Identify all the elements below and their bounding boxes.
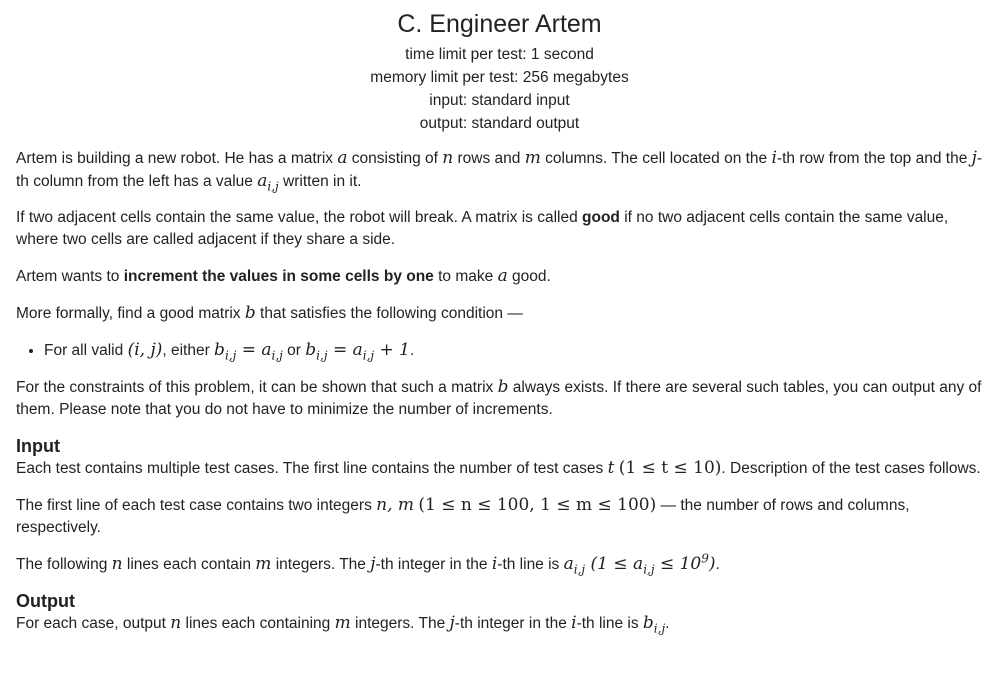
bold-increment: increment the values in some cells by one xyxy=(123,268,434,285)
statement-paragraph-3 xyxy=(16,265,983,288)
math-m: m xyxy=(334,613,351,633)
math-sub: i,j xyxy=(653,621,666,636)
output-section xyxy=(16,590,983,635)
problem-statement xyxy=(16,147,983,635)
math-sup: 9 xyxy=(701,551,709,566)
math-rhs: = a xyxy=(236,340,272,360)
text: , either xyxy=(162,342,215,359)
text: -th row from the top and the xyxy=(776,150,972,167)
text: Artem is building a new robot. He has a matrix xyxy=(16,150,338,167)
problem-title: C. Engineer Artem xyxy=(397,10,602,38)
math-base: b xyxy=(642,613,654,633)
bold-good: good xyxy=(582,209,620,226)
math-constraint: (1 ≤ t ≤ 10) xyxy=(618,458,722,478)
condition-item xyxy=(44,339,983,362)
text: if no two adjacent cells contain the same value, where two cells are called adjacent if they share a side. xyxy=(16,209,949,248)
text: integers. The xyxy=(350,615,450,632)
math-n: n xyxy=(111,554,123,574)
math-eq2 xyxy=(305,340,410,363)
text: good. xyxy=(507,268,551,285)
output-section-title: Output xyxy=(16,591,75,611)
text: written in it. xyxy=(278,173,362,190)
math-base: a xyxy=(257,171,268,191)
statement-paragraph-2 xyxy=(16,207,983,251)
text: Each test contains multiple test cases. The first line contains the number of test cases xyxy=(16,460,608,477)
math-base: b xyxy=(305,340,317,360)
math-constraint: (1 ≤ a xyxy=(585,554,644,574)
memory-limit: memory limit per test: 256 megabytes xyxy=(370,69,629,86)
output-file: output: standard output xyxy=(419,115,580,132)
text: The first line of each test case contains two integers xyxy=(16,497,377,514)
math-eq1 xyxy=(214,340,283,363)
math-sub: i,j xyxy=(267,179,279,194)
math-n: n xyxy=(442,148,454,168)
input-paragraph-2 xyxy=(16,494,983,539)
text: For each case, output xyxy=(16,615,171,632)
text: The following xyxy=(16,556,112,573)
input-section xyxy=(16,435,983,576)
math-i: i xyxy=(771,148,777,168)
math-rhs: = a xyxy=(327,340,363,360)
text: — the number of rows and columns, respectively. xyxy=(16,497,910,536)
text: that satisfies the following condition — xyxy=(255,305,523,322)
text: More formally, find a good matrix xyxy=(16,305,245,322)
input-section-title: Input xyxy=(16,436,60,456)
text: to make xyxy=(433,268,498,285)
text: Artem wants to xyxy=(16,268,124,285)
math-b: b xyxy=(244,303,256,323)
math-ij: (i, j) xyxy=(127,340,163,360)
math-constraint: ≤ 10 xyxy=(654,554,702,574)
math-b: b xyxy=(497,377,509,397)
math-constraint: (1 ≤ n ≤ 100, 1 ≤ m ≤ 100) xyxy=(418,495,657,515)
input-paragraph-3 xyxy=(16,553,983,576)
math-n: n xyxy=(170,613,182,633)
math-base: a xyxy=(563,554,574,574)
math-sub: i,j xyxy=(573,562,586,577)
math-sub: i,j xyxy=(316,348,328,363)
math-bij xyxy=(642,613,666,636)
math-m: m xyxy=(524,148,541,168)
text: If two adjacent cells contain the same value, the robot will break. A matrix is called xyxy=(16,209,583,226)
text: For the constraints of this problem, it can be shown that such a matrix xyxy=(16,379,498,396)
text: -th integer in the xyxy=(454,615,572,632)
condition-list xyxy=(16,339,983,362)
math-m: m xyxy=(255,554,272,574)
input-file: input: standard input xyxy=(429,92,570,109)
input-paragraph-1 xyxy=(16,457,983,480)
math-sub: i,j xyxy=(224,348,237,363)
math-i: i xyxy=(491,554,498,574)
text: or xyxy=(282,342,306,359)
text: . xyxy=(665,615,670,632)
time-limit: time limit per test: 1 second xyxy=(405,46,594,63)
text: -th integer in the xyxy=(375,556,492,573)
text: -th line is xyxy=(576,615,643,632)
text: . Description of the test cases follows. xyxy=(721,460,981,477)
math-j: j xyxy=(449,613,455,633)
math-a: a xyxy=(337,148,348,168)
text: columns. The cell located on the xyxy=(540,150,772,167)
text: consisting of xyxy=(347,150,443,167)
text: . xyxy=(715,556,720,573)
math-nm: n, m xyxy=(376,495,415,515)
text: -th line is xyxy=(497,556,564,573)
statement-paragraph-4 xyxy=(16,302,983,325)
math-j: j xyxy=(370,554,376,574)
text: lines each containing xyxy=(181,615,335,632)
statement-paragraph-1 xyxy=(16,147,983,193)
math-sub: i,j xyxy=(362,348,375,363)
math-aij xyxy=(563,551,716,577)
math-a: a xyxy=(497,266,508,286)
math-t: t xyxy=(607,458,615,478)
math-base: b xyxy=(214,340,225,360)
problem-header xyxy=(16,0,983,135)
text: lines each contain xyxy=(122,556,256,573)
math-tail: + 1 xyxy=(374,340,410,360)
statement-paragraph-5 xyxy=(16,376,983,421)
text: . xyxy=(409,342,415,359)
text: rows and xyxy=(453,150,525,167)
math-j: j xyxy=(971,148,977,168)
text: For all valid xyxy=(44,342,128,359)
math-aij xyxy=(257,171,279,194)
math-sub: i,j xyxy=(271,348,283,363)
math-sub: i,j xyxy=(643,562,655,577)
math-constraint: ) xyxy=(708,554,716,574)
text: -th column from the left has a value xyxy=(16,150,983,190)
output-paragraph-1 xyxy=(16,612,983,635)
math-i: i xyxy=(571,613,577,633)
text: integers. The xyxy=(271,556,371,573)
text: always exists. If there are several such tables, you can output any of them. Please note that you do not have to minimize the number of increments. xyxy=(16,379,982,418)
